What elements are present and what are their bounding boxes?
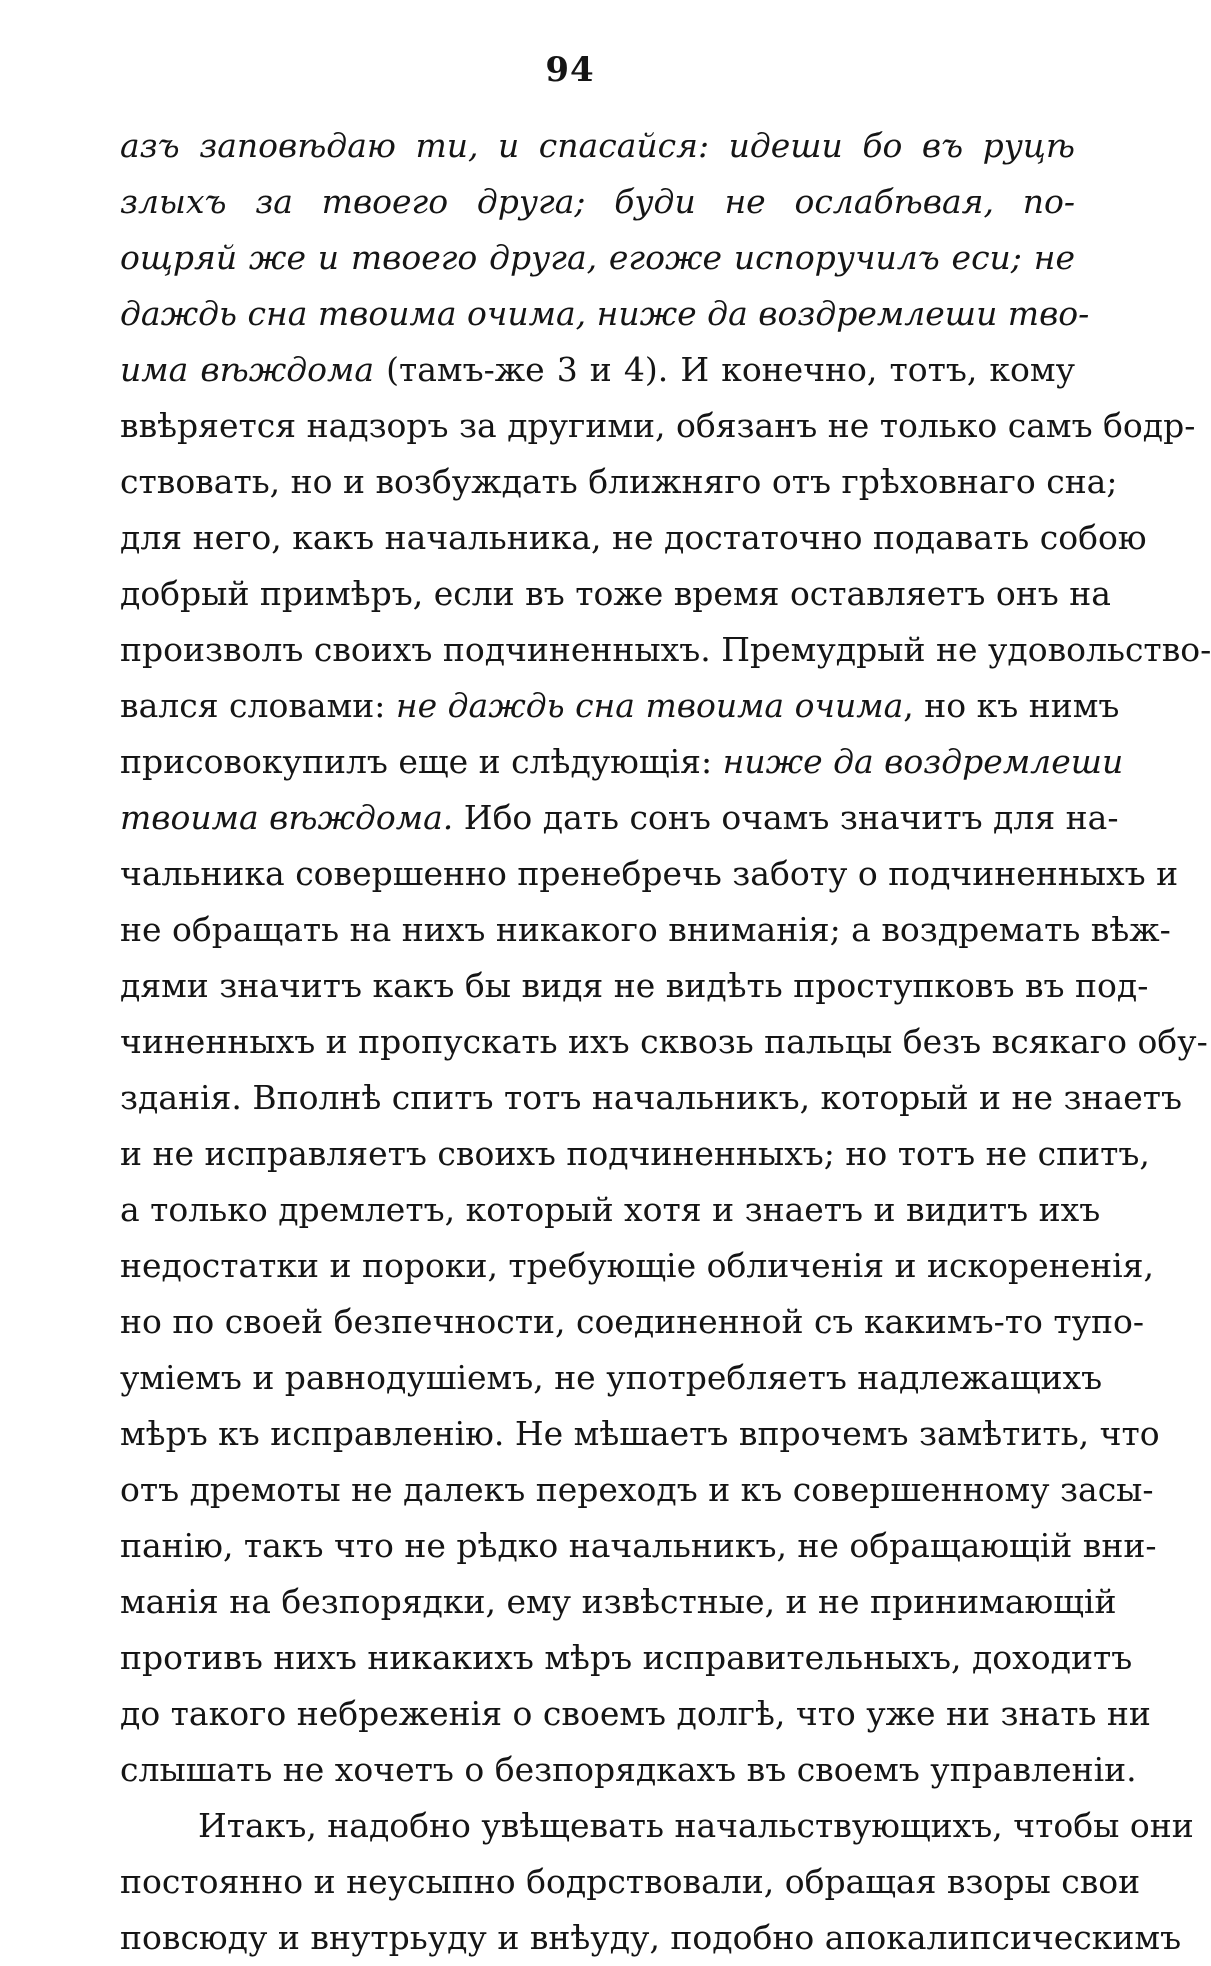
text-line: для него, какъ начальника, не достаточно подавать собою (120, 518, 1147, 557)
text-line: Итакъ, надобно увѣщевать начальствующихъ, чтобы они (198, 1806, 1194, 1845)
text-body (120, 118, 1211, 1966)
text-segment: (тамъ-же 3 и 4). И конечно, тотъ, кому (386, 350, 1075, 389)
text-line: даждь сна твоима очима, ниже да воздремлеши тво- (120, 294, 1090, 333)
text-line: ствовать, но и возбуждать ближняго отъ грѣховнаго сна; (120, 462, 1118, 501)
text-line (120, 342, 1075, 398)
text-line: злыхъ за твоего друга; буди не ослабѣвая, по- (120, 182, 1075, 221)
text-line: мѣръ къ исправленію. Не мѣшаетъ впрочемъ замѣтить, что (120, 1414, 1160, 1453)
text-line: и не исправляетъ своихъ подчиненныхъ; но тотъ не спитъ, (120, 1134, 1150, 1173)
text-line: противъ нихъ никакихъ мѣръ исправительныхъ, доходитъ (120, 1638, 1133, 1677)
text-line: добрый примѣръ, если въ тоже время оставляетъ онъ на (120, 574, 1111, 613)
italic-quote-segment: има вѣждома (120, 350, 387, 389)
text-line: манія на безпорядки, ему извѣстные, и не принимающій (120, 1582, 1117, 1621)
text-line: постоянно и неусыпно бодрствовали, обращая взоры свои (120, 1862, 1141, 1901)
text-segment: присовокупилъ еще и слѣдующія: (120, 742, 723, 781)
text-segment: Ибо дать сонъ очамъ значитъ для на- (453, 798, 1119, 837)
italic-quote-segment: твоима вѣждома. (120, 798, 454, 837)
text-line: чальника совершенно пренебречь заботу о подчиненныхъ и (120, 854, 1179, 893)
text-segment: , но къ нимъ (903, 686, 1120, 725)
italic-quote-segment: ниже да воздремлеши (722, 742, 1124, 781)
text-line: а только дремлетъ, который хотя и знаетъ и видитъ ихъ (120, 1190, 1101, 1229)
text-line: произволъ своихъ подчиненныхъ. Премудрый не удовольство- (120, 630, 1211, 669)
page-number: 94 (545, 50, 595, 90)
text-line: отъ дремоты не далекъ переходъ и къ совершенному засы- (120, 1470, 1154, 1509)
text-line: слышать не хочетъ о безпорядкахъ въ своемъ управленіи. (120, 1750, 1137, 1789)
italic-quote-segment: не даждь сна твоима очима (395, 686, 904, 725)
text-line: уміемъ и равнодушіемъ, не употребляетъ надлежащихъ (120, 1358, 1103, 1397)
text-line: повсюду и внутрьуду и внѣуду, подобно апокалипсическимъ (120, 1918, 1182, 1957)
text-line: до такого небреженія о своемъ долгѣ, что уже ни знать ни (120, 1694, 1151, 1733)
text-line: но по своей безпечности, соединенной съ какимъ-то тупо- (120, 1302, 1145, 1341)
text-line: зданія. Вполнѣ спитъ тотъ начальникъ, который и не знаетъ (120, 1078, 1182, 1117)
text-line: ощряй же и твоего друга, егоже испоручилъ еси; не (120, 238, 1075, 277)
text-line: недостатки и пороки, требующіе обличенія и искорененія, (120, 1246, 1154, 1285)
text-line: азъ заповѣдаю ти, и спасайся: идеши бо въ руцѣ (120, 126, 1075, 165)
text-line: чиненныхъ и пропускать ихъ сквозь пальцы безъ всякаго обу- (120, 1022, 1208, 1061)
text-line: дями значитъ какъ бы видя не видѣть проступковъ въ под- (120, 966, 1149, 1005)
text-line: панію, такъ что не рѣдко начальникъ, не обращающій вни- (120, 1526, 1157, 1565)
text-segment: вался словами: (120, 686, 396, 725)
text-line (120, 734, 1124, 790)
text-line (120, 790, 1119, 846)
text-line (120, 678, 1120, 734)
text-line: не обращать на нихъ никакого вниманія; а воздремать вѣж- (120, 910, 1171, 949)
text-line: ввѣряется надзоръ за другими, обязанъ не только самъ бодр- (120, 406, 1196, 445)
